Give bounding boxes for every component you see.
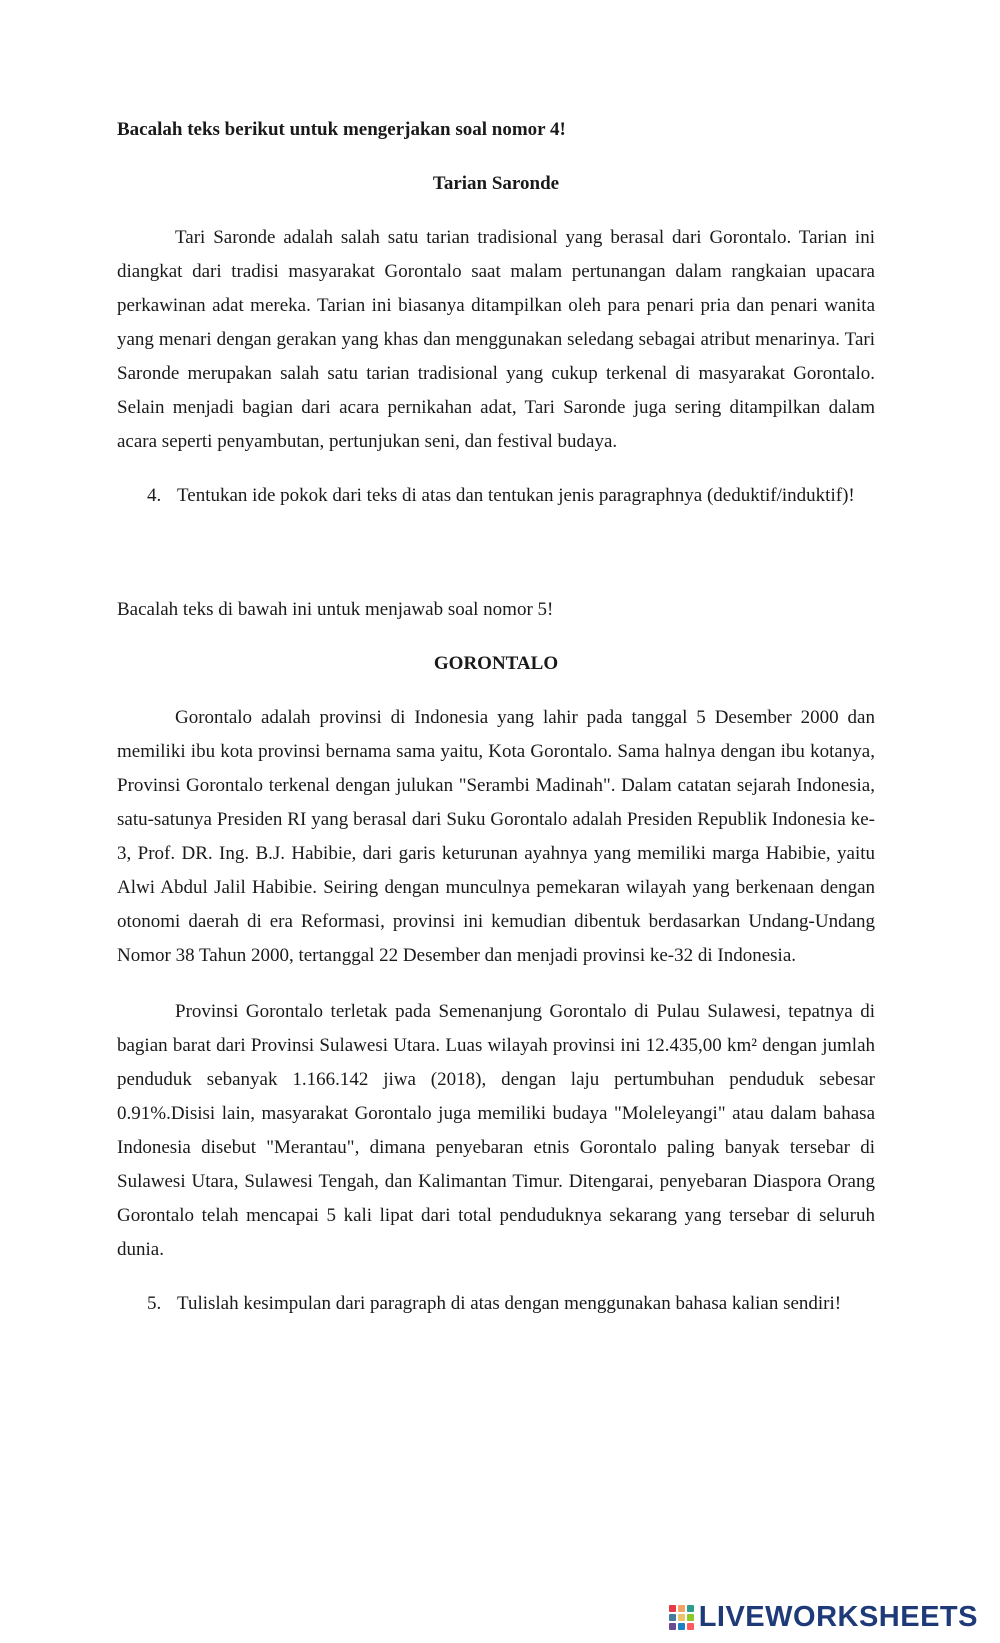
liveworksheets-logo-text: LIVEWORKSHEETS [698, 1600, 978, 1633]
question-5 [117, 1287, 875, 1321]
worksheet-content [117, 113, 875, 1321]
question-5-text: Tulislah kesimpulan dari paragraph di atas dengan menggunakan bahasa kalian sendiri! [177, 1293, 842, 1314]
section2-instruction: Bacalah teks di bawah ini untuk menjawab soal nomor 5! [117, 599, 554, 620]
section2-paragraph-1: Gorontalo adalah provinsi di Indonesia yang lahir pada tanggal 5 Desember 2000 dan memiliki ibu kota provinsi bernama sama yaitu, Kota Gorontalo. Sama halnya dengan ibu kotanya, Provinsi Gorontalo terkenal dengan julukan "Serambi Madinah". Dalam catatan sejarah Indonesia, satu-satunya Presiden RI yang berasal dari Suku Gorontalo adalah Presiden Republik Indonesia ke-3, Prof. DR. Ing. B.J. Habibie, dari garis keturunan ayahnya yang memiliki marga Habibie, yaitu Alwi Abdul Jalil Habibie. Seiring dengan munculnya pemekaran wilayah yang berkenaan dengan otonomi daerah di era Reformasi, provinsi ini kemudian dibentuk berdasarkan Undang-Undang Nomor 38 Tahun 2000, tertanggal 22 Desember dan menjadi provinsi ke-32 di Indonesia. [117, 707, 875, 966]
section1-title: Tarian Saronde [432, 173, 560, 194]
section2-paragraph-2: Provinsi Gorontalo terletak pada Semenanjung Gorontalo di Pulau Sulawesi, tepatnya di bagian barat dari Provinsi Sulawesi Utara. Luas wilayah provinsi ini 12.435,00 km² dengan jumlah penduduk sebanyak 1.166.142 jiwa (2018), dengan laju pertumbuhan penduduk sebesar 0.91%.Disisi lain, masyarakat Gorontalo juga memiliki budaya "Moleleyangi" atau dalam bahasa Indonesia disebut "Merantau", dimana penyebaran etnis Gorontalo paling banyak tersebar di Sulawesi Utara, Sulawesi Tengah, dan Kalimantan Timur. Ditengarai, penyebaran Diaspora Orang Gorontalo telah mencapai 5 kali lipat dari total penduduknya sekarang yang tersebar di seluruh dunia. [117, 1001, 875, 1260]
liveworksheets-logo-icon [669, 1603, 697, 1631]
answer-space-4 [117, 513, 875, 593]
question-4-number: 4. [147, 485, 162, 506]
liveworksheets-logo [669, 1597, 978, 1637]
section1-paragraph: Tari Saronde adalah salah satu tarian tradisional yang berasal dari Gorontalo. Tarian ini diangkat dari tradisi masyarakat Gorontalo saat malam pertunangan dalam rangkaian upacara perkawinan adat mereka. Tarian ini biasanya ditampilkan oleh para penari pria dan penari wanita yang menari dengan gerakan yang khas dan menggunakan seledang sebagai atribut menarinya. Tari Saronde merupakan salah satu tarian tradisional yang cukup terkenal di masyarakat Gorontalo. Selain menjadi bagian dari acara pernikahan adat, Tari Saronde juga sering ditampilkan dalam acara seperti penyambutan, pertunjukan seni, dan festival budaya. [117, 227, 875, 452]
question-4-text: Tentukan ide pokok dari teks di atas dan tentukan jenis paragraphnya (deduktif/induktif)! [177, 485, 855, 506]
section2-title: GORONTALO [433, 653, 559, 674]
section1-instruction: Bacalah teks berikut untuk mengerjakan soal nomor 4! [117, 119, 566, 140]
question-5-number: 5. [147, 1293, 162, 1314]
question-4 [117, 479, 875, 513]
